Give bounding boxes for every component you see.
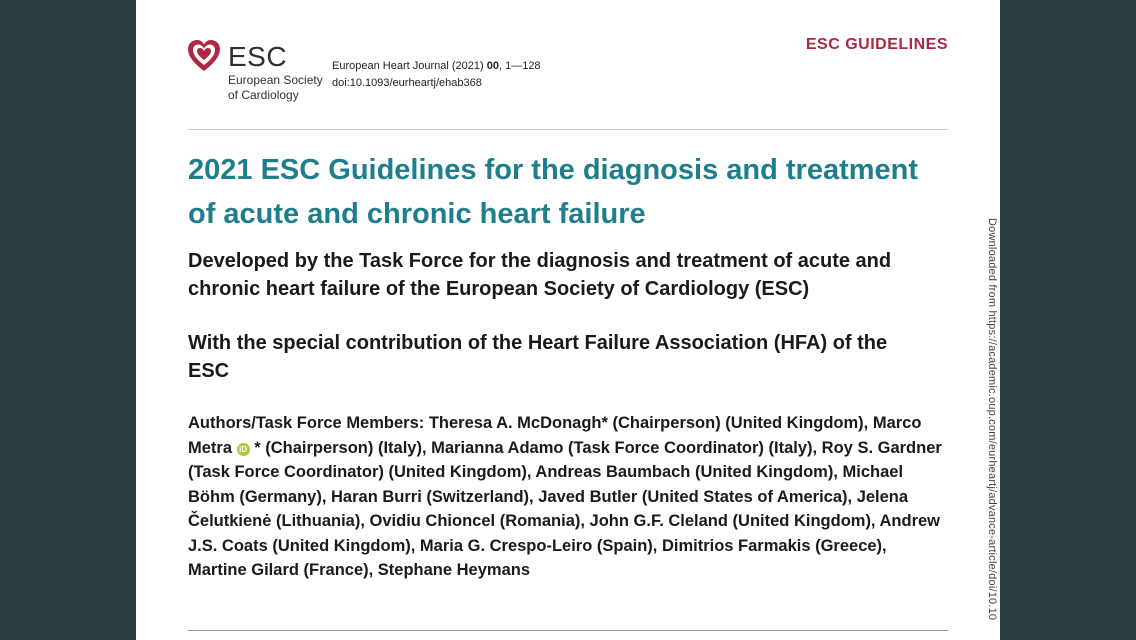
journal-citation: [332, 60, 541, 72]
footer-divider: [188, 630, 948, 631]
author-list: [188, 411, 948, 583]
orcid-icon[interactable]: iD: [237, 443, 250, 456]
contribution-note: With the special contribution of the Heart Failure Association (HFA) of the ESC: [188, 332, 888, 382]
document-title: 2021 ESC Guidelines for the diagnosis and treatment of acute and chronic heart failure: [188, 154, 919, 230]
heart-icon: [186, 38, 222, 74]
authors-text-part2: * (Chairperson) (Italy), Marianna Adamo (Task Force Coordinator) (Italy), Roy S. Gardner (Task Force Coordinator) (United Kingdom), Andreas Baumbach (United Kingdom), Michael Böhm (Germany), Haran Burri (Switzerland), Javed Butler (United States of America), Jelena Čelutkienė (Lithuania), Ovidiu Chioncel (Romania), John G.F. Cleland (United Kingdom), Andrew J.S. Coats (United Kingdom), Maria G. Crespo-Leiro (Spain), Dimitrios Farmakis (Greece), Martine Gilard (France), Stephane Heymans: [188, 438, 942, 579]
journal-name: European Heart Journal (2021): [332, 60, 484, 72]
document-subtitle: Developed by the Task Force for the diagnosis and treatment of acute and chronic heart failure of the European Society of Cardiology (ESC): [188, 250, 892, 300]
document-page: [136, 0, 1000, 640]
right-margin: [1000, 0, 1136, 640]
esc-logo: [186, 38, 326, 104]
left-margin: [0, 0, 136, 640]
journal-pages: , 1—128: [498, 60, 541, 72]
header-divider: [188, 129, 948, 130]
doi-link[interactable]: doi:10.1093/eurheartj/ehab368: [332, 77, 482, 89]
logo-subtitle-line2: of Cardiology: [228, 88, 299, 102]
authors-text-part1: Authors/Task Force Members: Theresa A. McDonagh* (Chairperson) (United Kingdom), Marco Metra: [188, 414, 922, 457]
logo-wordmark: ESC: [228, 41, 288, 72]
section-tag: ESC GUIDELINES: [805, 36, 948, 53]
logo-subtitle-line1: European Society: [228, 73, 323, 87]
journal-volume: 00: [486, 60, 499, 72]
download-watermark: Downloaded from https://academic.oup.com/eurheartj/advance-article/doi/10.10: [986, 218, 998, 621]
